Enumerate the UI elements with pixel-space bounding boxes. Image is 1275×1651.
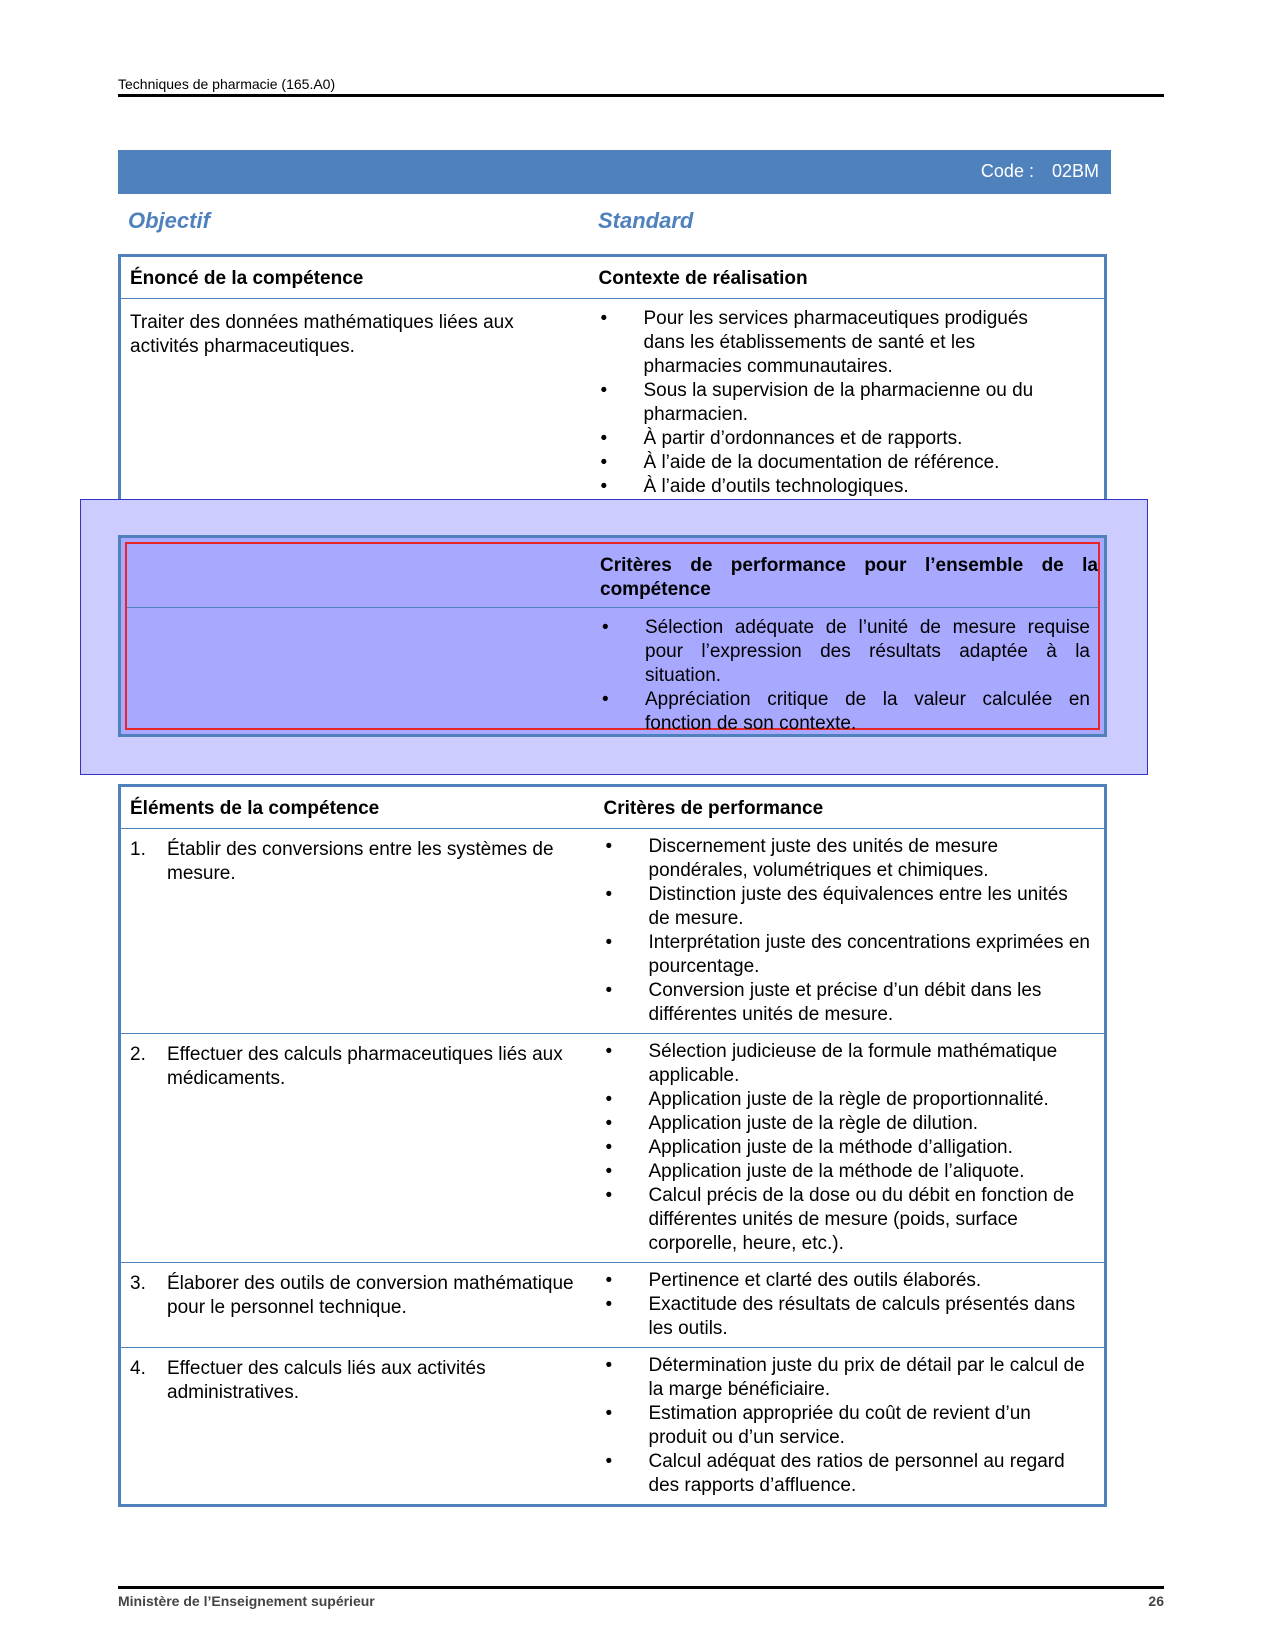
criteria-list [604, 1354, 1091, 1498]
element-number: 2. [130, 1044, 146, 1065]
standard-title: Standard [598, 208, 694, 233]
element-item [130, 838, 581, 886]
code-band [118, 150, 1111, 194]
list-item: • Calcul précis de la dose ou du débit en fonction de différentes unités de mesure (poids, surface corporelle, heure, etc.). [604, 1184, 1091, 1256]
page-number: 26 [1148, 1593, 1164, 1609]
list-item: • Sélection judicieuse de la formule mathématique applicable. [604, 1040, 1091, 1088]
element-item [130, 1272, 581, 1320]
element-item [130, 1357, 581, 1405]
criteria-list [604, 835, 1091, 1027]
list-item: • Calcul adéquat des ratios de personnel au regard des rapports d’affluence. [604, 1450, 1091, 1498]
table-row [120, 829, 1106, 1034]
element-number: 3. [130, 1273, 146, 1294]
elements-table [118, 784, 1107, 1507]
ensemble-criteria-box [118, 535, 1107, 737]
running-header: Techniques de pharmacie (165.A0) [118, 76, 1164, 97]
table-row [120, 1263, 1106, 1348]
list-item: • Exactitude des résultats de calculs présentés dans les outils. [604, 1293, 1091, 1341]
objectif-title: Objectif [128, 208, 210, 233]
code-label: Code : [980, 161, 1034, 181]
list-item: • À partir d’ordonnances et de rapports. [599, 427, 1071, 451]
criteria-list [604, 1269, 1091, 1341]
list-item: • Appréciation critique de la valeur calculée en fonction de son contexte. [600, 688, 1090, 736]
list-item: • Application juste de la méthode d’alligation. [604, 1136, 1091, 1160]
list-item: • Sélection adéquate de l’unité de mesure requise pour l’expression des résultats adaptée à la situation. [600, 616, 1090, 688]
list-item: • Détermination juste du prix de détail par le calcul de la marge bénéficiaire. [604, 1354, 1091, 1402]
element-text: Effectuer des calculs pharmaceutiques liés aux médicaments. [167, 1044, 563, 1089]
contexte-header: Contexte de réalisation [590, 256, 1106, 299]
list-item: • Application juste de la règle de proportionnalité. [604, 1088, 1091, 1112]
context-list [599, 307, 1071, 499]
list-item: • Estimation appropriée du coût de revient d’un produit ou d’un service. [604, 1402, 1091, 1450]
element-text: Effectuer des calculs liés aux activités administratives. [167, 1358, 486, 1403]
list-item: • Pour les services pharmaceutiques prodigués dans les établissements de santé et les pharmacies communautaires. [599, 307, 1071, 379]
ministry-name: Ministère de l’Enseignement supérieur [118, 1593, 375, 1609]
element-number: 1. [130, 839, 146, 860]
elements-header: Éléments de la compétence [120, 786, 590, 829]
list-item: • Discernement juste des unités de mesure pondérales, volumétriques et chimiques. [604, 835, 1091, 883]
column-titles [128, 208, 1118, 234]
ensemble-criteria-list [600, 616, 1090, 736]
competence-statement: Traiter des données mathématiques liées aux activités pharmaceutiques. [130, 312, 514, 357]
running-footer [118, 1586, 1164, 1609]
criteres-header: Critères de performance [590, 786, 1106, 829]
list-item: • Sous la supervision de la pharmacienne ou du pharmacien. [599, 379, 1071, 427]
criteria-list [604, 1040, 1091, 1256]
table-row [120, 1034, 1106, 1263]
code-value: 02BM [1051, 161, 1099, 181]
list-item: • Pertinence et clarté des outils élaborés. [604, 1269, 1091, 1293]
list-item: • Application juste de la règle de dilution. [604, 1112, 1091, 1136]
element-item [130, 1043, 581, 1091]
ensemble-criteria-frame [125, 542, 1100, 734]
list-item: • Conversion juste et précise d’un débit dans les différentes unités de mesure. [604, 979, 1091, 1027]
enonce-table [118, 254, 1107, 510]
element-text: Établir des conversions entre les systèmes de mesure. [167, 839, 554, 884]
element-text: Élaborer des outils de conversion mathématique pour le personnel technique. [167, 1273, 574, 1318]
list-item: • Interprétation juste des concentrations exprimées en pourcentage. [604, 931, 1091, 979]
table-row [120, 1348, 1106, 1506]
element-number: 4. [130, 1358, 146, 1379]
enonce-header: Énoncé de la compétence [120, 256, 590, 299]
list-item: • Distinction juste des équivalences entre les unités de mesure. [604, 883, 1091, 931]
list-item: • À l’aide d’outils technologiques. [599, 475, 1071, 499]
list-item: • Application juste de la méthode de l’aliquote. [604, 1160, 1091, 1184]
list-item: • À l’aide de la documentation de référence. [599, 451, 1071, 475]
ensemble-criteria-header: Critères de performance pour l’ensemble de la compétence [127, 544, 1098, 608]
